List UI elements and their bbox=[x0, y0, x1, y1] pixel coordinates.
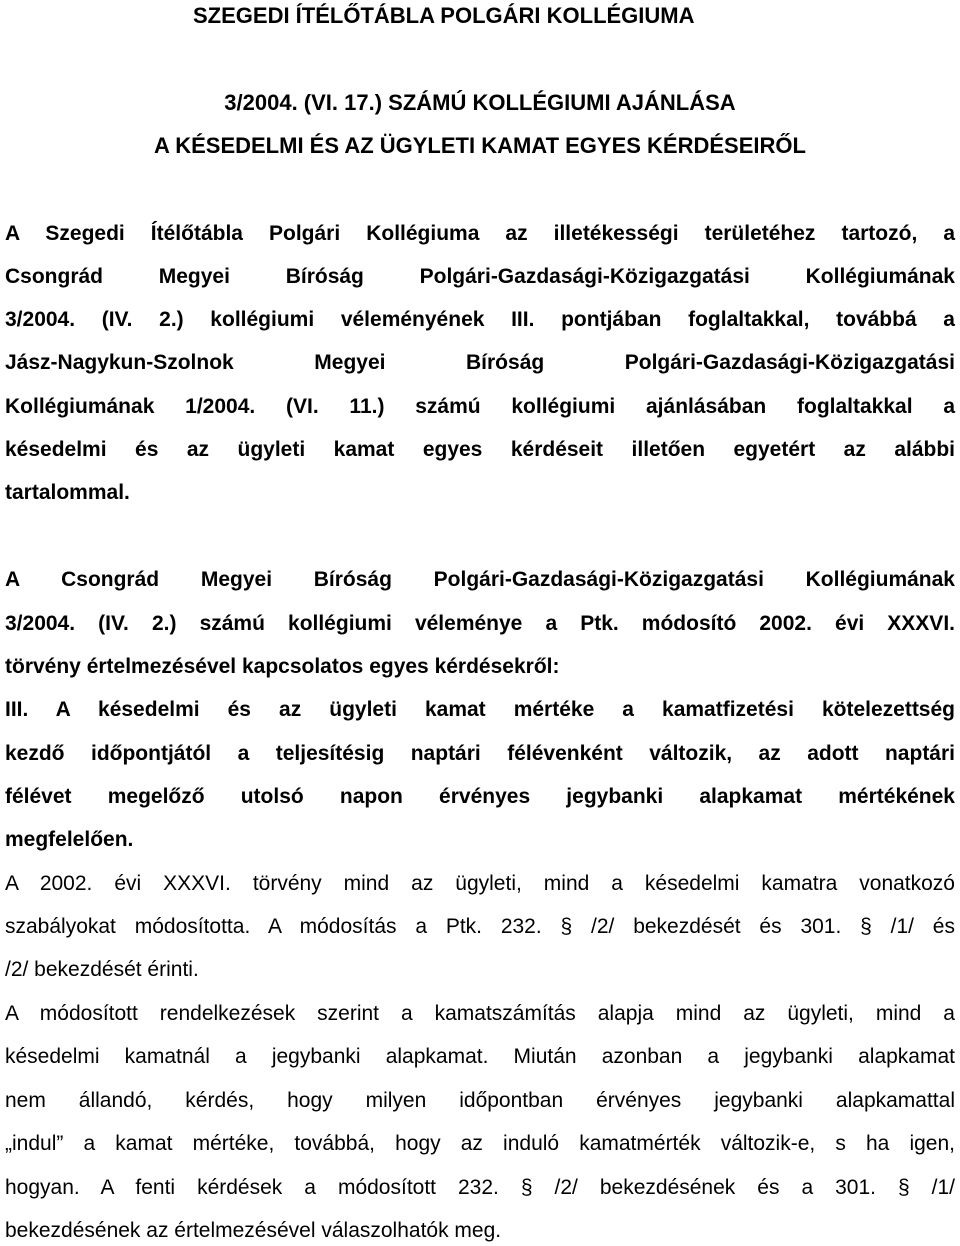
body-line: A 2002. évi XXXVI. törvény mind az ügyleti, mind a késedelmi kamatra vonatkozó bbox=[5, 872, 955, 895]
recommendation-number: 3/2004. (VI. 17.) SZÁMÚ KOLLÉGIUMI AJÁNLÁSA bbox=[224, 90, 736, 115]
opinion-line: 3/2004. (IV. 2.) számú kollégiumi véleménye a Ptk. módosító 2002. évi XXXVI. bbox=[5, 612, 955, 635]
intro-line: A Szegedi Ítélőtábla Polgári Kollégiuma az illetékességi területéhez tartozó, a bbox=[5, 222, 955, 245]
body-line: hogyan. A fenti kérdések a módosított 232. § /2/ bekezdésének és a 301. § /1/ bbox=[5, 1176, 955, 1199]
body-line: /2/ bekezdését érinti. bbox=[5, 958, 199, 981]
body-line: „indul” a kamat mértéke, továbbá, hogy az induló kamatmérték változik-e, s ha igen, bbox=[5, 1132, 955, 1155]
opinion-line: félévet megelőző utolsó napon érvényes jegybanki alapkamat mértékének bbox=[5, 785, 955, 808]
body-line: A módosított rendelkezések szerint a kamatszámítás alapja mind az ügyleti, mind a bbox=[5, 1002, 955, 1025]
body-line: szabályokat módosította. A módosítás a Ptk. 232. § /2/ bekezdését és 301. § /1/ és bbox=[5, 915, 955, 938]
opinion-line: III. A késedelmi és az ügyleti kamat mértéke a kamatfizetési kötelezettség bbox=[5, 698, 955, 721]
intro-line: Csongrád Megyei Bíróság Polgári-Gazdasági-Közigazgatási Kollégiumának bbox=[5, 265, 955, 288]
opinion-line: megfelelően. bbox=[5, 828, 134, 851]
body-line: késedelmi kamatnál a jegybanki alapkamat. Miután azonban a jegybanki alapkamat bbox=[5, 1045, 955, 1068]
document-title: SZEGEDI ÍTÉLŐTÁBLA POLGÁRI KOLLÉGIUMA bbox=[193, 3, 695, 28]
body-line: bekezdésének az értelmezésével válaszolhatók meg. bbox=[5, 1219, 502, 1242]
recommendation-subject: A KÉSEDELMI ÉS AZ ÜGYLETI KAMAT EGYES KÉRDÉSEIRŐL bbox=[154, 133, 806, 158]
opinion-line: A Csongrád Megyei Bíróság Polgári-Gazdasági-Közigazgatási Kollégiumának bbox=[5, 568, 955, 591]
intro-line: tartalommal. bbox=[5, 481, 130, 504]
intro-line: késedelmi és az ügyleti kamat egyes kérdéseit illetően egyetért az alábbi bbox=[5, 438, 955, 461]
intro-line: Kollégiumának 1/2004. (VI. 11.) számú kollégiumi ajánlásában foglaltakkal a bbox=[5, 395, 955, 418]
opinion-line: kezdő időpontjától a teljesítésig naptári félévenként változik, az adott naptári bbox=[5, 742, 955, 765]
intro-line: Jász-Nagykun-Szolnok Megyei Bíróság Polgári-Gazdasági-Közigazgatási bbox=[5, 351, 955, 374]
opinion-line: törvény értelmezésével kapcsolatos egyes kérdésekről: bbox=[5, 655, 560, 678]
body-line: nem állandó, kérdés, hogy milyen időpontban érvényes jegybanki alapkamattal bbox=[5, 1089, 955, 1112]
intro-line: 3/2004. (IV. 2.) kollégiumi véleményének III. pontjában foglaltakkal, továbbá a bbox=[5, 308, 955, 331]
